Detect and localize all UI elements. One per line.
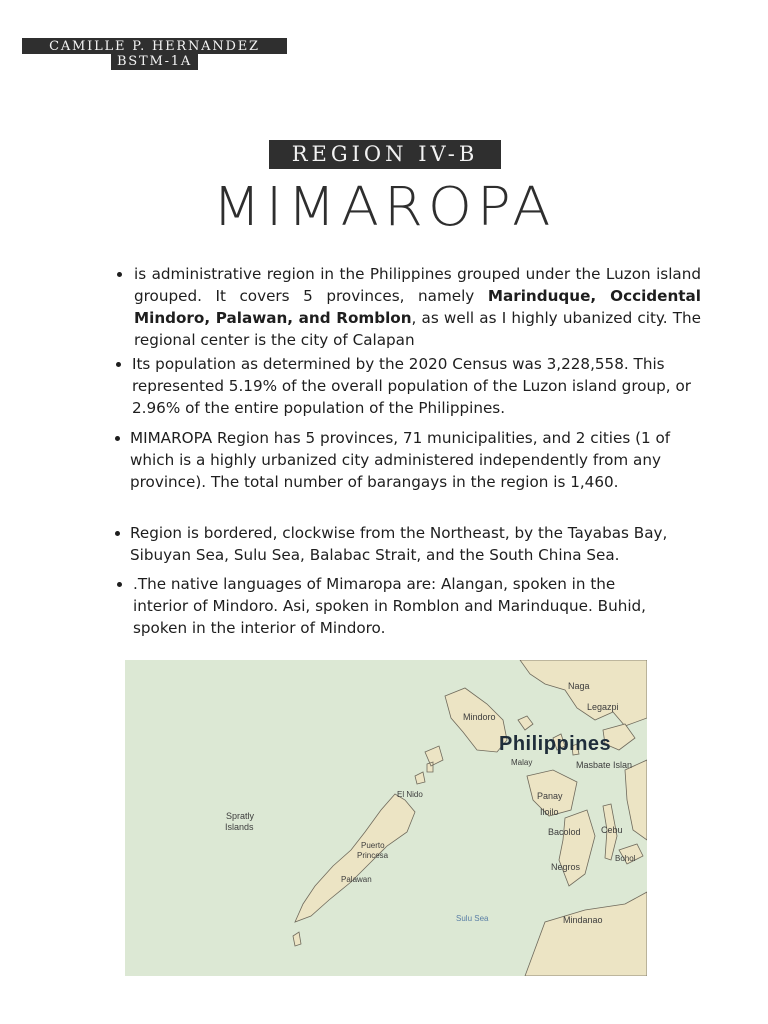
label-country: Philippines [499,733,612,755]
fact-text: .The native languages of Mimaropa are: Alangan, spoken in the interior of Mindoro. Asi, spoken in Romblon and Marinduque. Buhid, spoken in the interior of Mindoro. [133,575,647,637]
mimaropa-map [125,660,647,976]
bullet-icon [117,272,122,277]
bullet-icon [115,436,120,441]
label-masbate: Masbate Islan [576,760,633,770]
label-cebu: Cebu [601,825,623,835]
fact-text: Region is bordered, clockwise from the Northeast, by the Tayabas Bay, Sibuyan Sea, Sulu Sea, Balabac Strait, and the South China Sea. [130,524,668,564]
fact-item [130,522,705,566]
label-princesa: Princesa [357,851,389,860]
label-palawan: Palawan [341,875,372,884]
bullet-icon [117,582,122,587]
label-bacolod: Bacolod [548,827,581,837]
fact-text: , as well as I highly ubanized city. The regional center is the city of Calapan [134,309,701,349]
fact-item [134,263,701,351]
label-legazpi: Legazpi [587,702,619,712]
label-panay: Panay [537,791,563,801]
label-spratly: Spratly [226,811,255,821]
label-naga: Naga [568,681,590,691]
label-mindoro: Mindoro [463,712,496,722]
bullet-icon [115,531,120,536]
fact-item [133,573,673,639]
bullet-icon [116,362,121,367]
label-el-nido: El Nido [397,790,423,799]
label-mindanao: Mindanao [563,915,603,925]
fact-text: is administrative region in the Philippines grouped under the Luzon island grouped. It covers 5 provinces, namely [134,265,701,305]
fact-text: Its population as determined by the 2020 Census was 3,228,558. This represented 5.19% of the overall population of the Luzon island group, or 2.96% of the entire population of the Philippines. [132,355,691,417]
label-malay: Malay [511,758,533,767]
label-puerto: Puerto [361,841,385,850]
label-iloilo: Iloilo [540,807,559,817]
region-label: REGION IV-B [269,140,501,169]
label-negros: Negros [551,862,581,872]
label-sulu-sea: Sulu Sea [456,914,489,923]
fact-text: MIMAROPA Region has 5 provinces, 71 municipalities, and 2 cities (1 of which is a highly urbanized city administered independently from any province). The total number of barangays in the region is 1,460. [130,429,671,491]
region-name: MIMAROPA [212,176,556,239]
label-islands: Islands [225,822,254,832]
author-section: BSTM-1A [111,54,198,70]
map-graphic [125,660,647,976]
fact-item [132,353,702,419]
fact-item [130,427,705,493]
fact-provinces-bold: Marinduque, Occidental Mindoro, Palawan, and Romblon [134,287,701,327]
author-name: CAMILLE P. HERNANDEZ [22,38,287,54]
author-block [22,38,287,70]
label-bohol: Bohol [615,854,636,863]
